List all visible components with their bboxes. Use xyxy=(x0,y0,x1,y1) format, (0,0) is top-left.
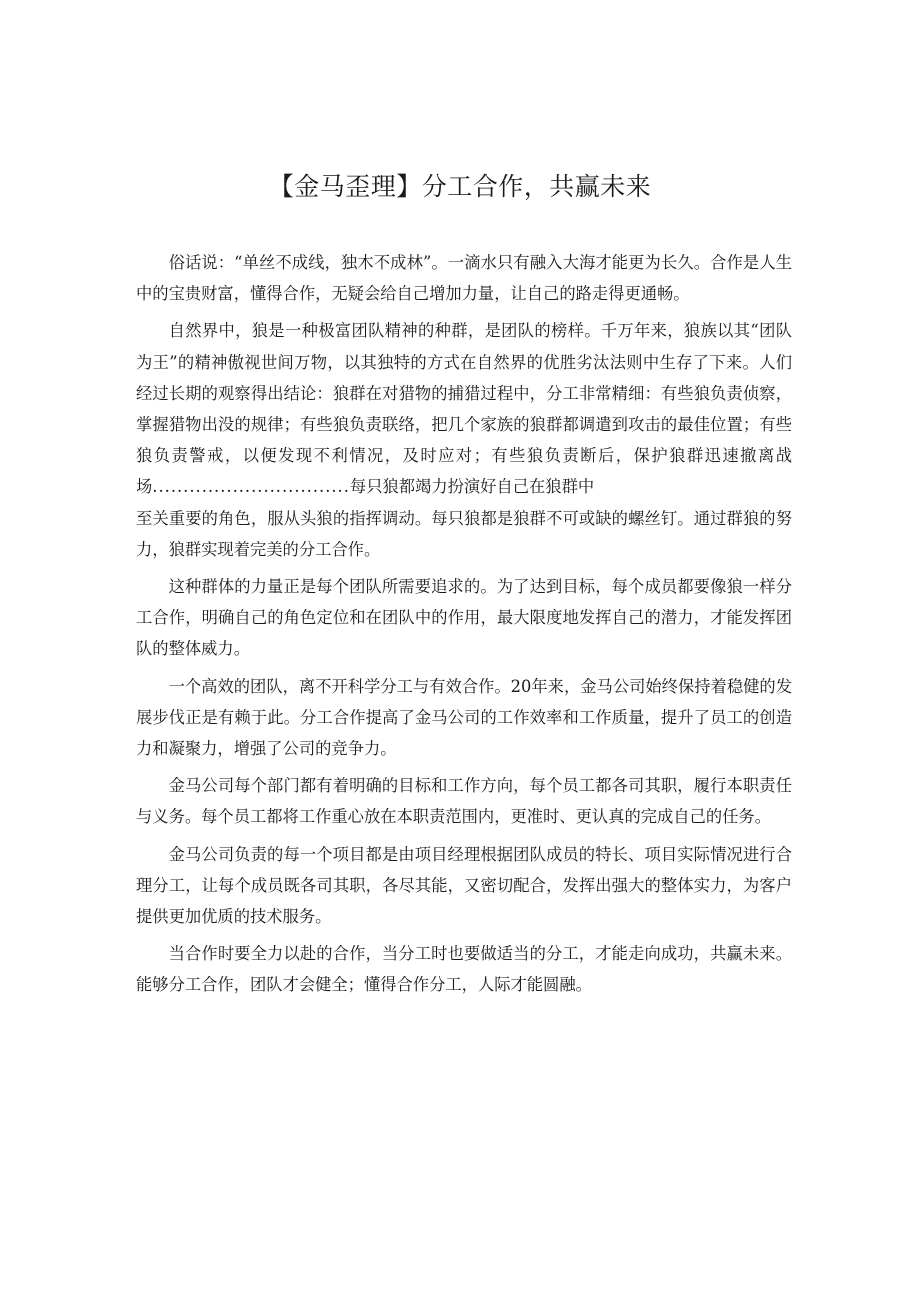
ellipsis-dots: ................................ xyxy=(152,477,350,497)
paragraph-1: 俗话说：“单丝不成线，独木不成林”。一滴水只有融入大海才能更为长久。合作是人生中的宝贵财富，懂得合作，无疑会给自己增加力量，让自己的路走得更通畅。 xyxy=(136,253,792,304)
paragraph-2-tail-line1: 每只狼都竭力扮演好自己在狼群中 xyxy=(349,477,595,497)
document-title: 【金马歪理】分工合作，共赢未来 xyxy=(268,172,652,201)
paragraph-6: 金马公司负责的每一个项目都是由项目经理根据团队成员的特长、项目实际情况进行合理分工，让每个成员既各司其职，各尽其能，又密切配合，发挥出强大的整体实力，为客户提供更加优质的技术服务。 xyxy=(136,844,792,927)
paragraph-4: 一个高效的团队，离不开科学分工与有效合作。20年来，金马公司始终保持着稳健的发展步伐正是有赖于此。分工合作提高了金马公司的工作效率和工作质量，提升了员工的创造力和凝聚力，增强了公司的竞争力。 xyxy=(136,676,792,759)
paragraph-7: 当合作时要全力以赴的合作，当分工时也要做适当的分工，才能走向成功，共赢未来。能够分工合作，团队才会健全；懂得合作分工，人际才能圆融。 xyxy=(136,944,792,995)
document-body xyxy=(136,247,792,1007)
paragraph-2-tail-rest: 至关重要的角色，服从头狼的指挥调动。每只狼都是狼群不可或缺的螺丝钉。通过群狼的努力，狼群实现着完美的分工合作。 xyxy=(136,508,792,559)
paragraph-5: 金马公司每个部门都有着明确的目标和工作方向，每个员工都各司其职，履行本职责任与义务。每个员工都将工作重心放在本职责范围内，更准时、更认真的完成自己的任务。 xyxy=(136,776,792,827)
paragraph-3: 这种群体的力量正是每个团队所需要追求的。为了达到目标，每个成员都要像狼一样分工合作，明确自己的角色定位和在团队中的作用，最大限度地发挥自己的潜力，才能发挥团队的整体威力。 xyxy=(136,577,792,659)
paragraph-2-main: 自然界中，狼是一种极富团队精神的种群，是团队的榜样。千万年来，狼族以其“团队为王”的精神傲视世间万物，以其独特的方式在自然界的优胜劣汰法则中生存了下来。人们经过长期的观察得出结论：狼群在对猎物的捕猎过程中，分工非常精细：有些狼负责侦察，掌握猎物出没的规律；有些狼负责联络，把几个家族的狼群都调遣到攻击的最佳位置；有些狼负责警戒，以便发现不利情况，及时应对；有些狼负责断后，保护狼群迅速撤离战场 xyxy=(136,321,792,497)
paragraph-2 xyxy=(136,315,792,565)
